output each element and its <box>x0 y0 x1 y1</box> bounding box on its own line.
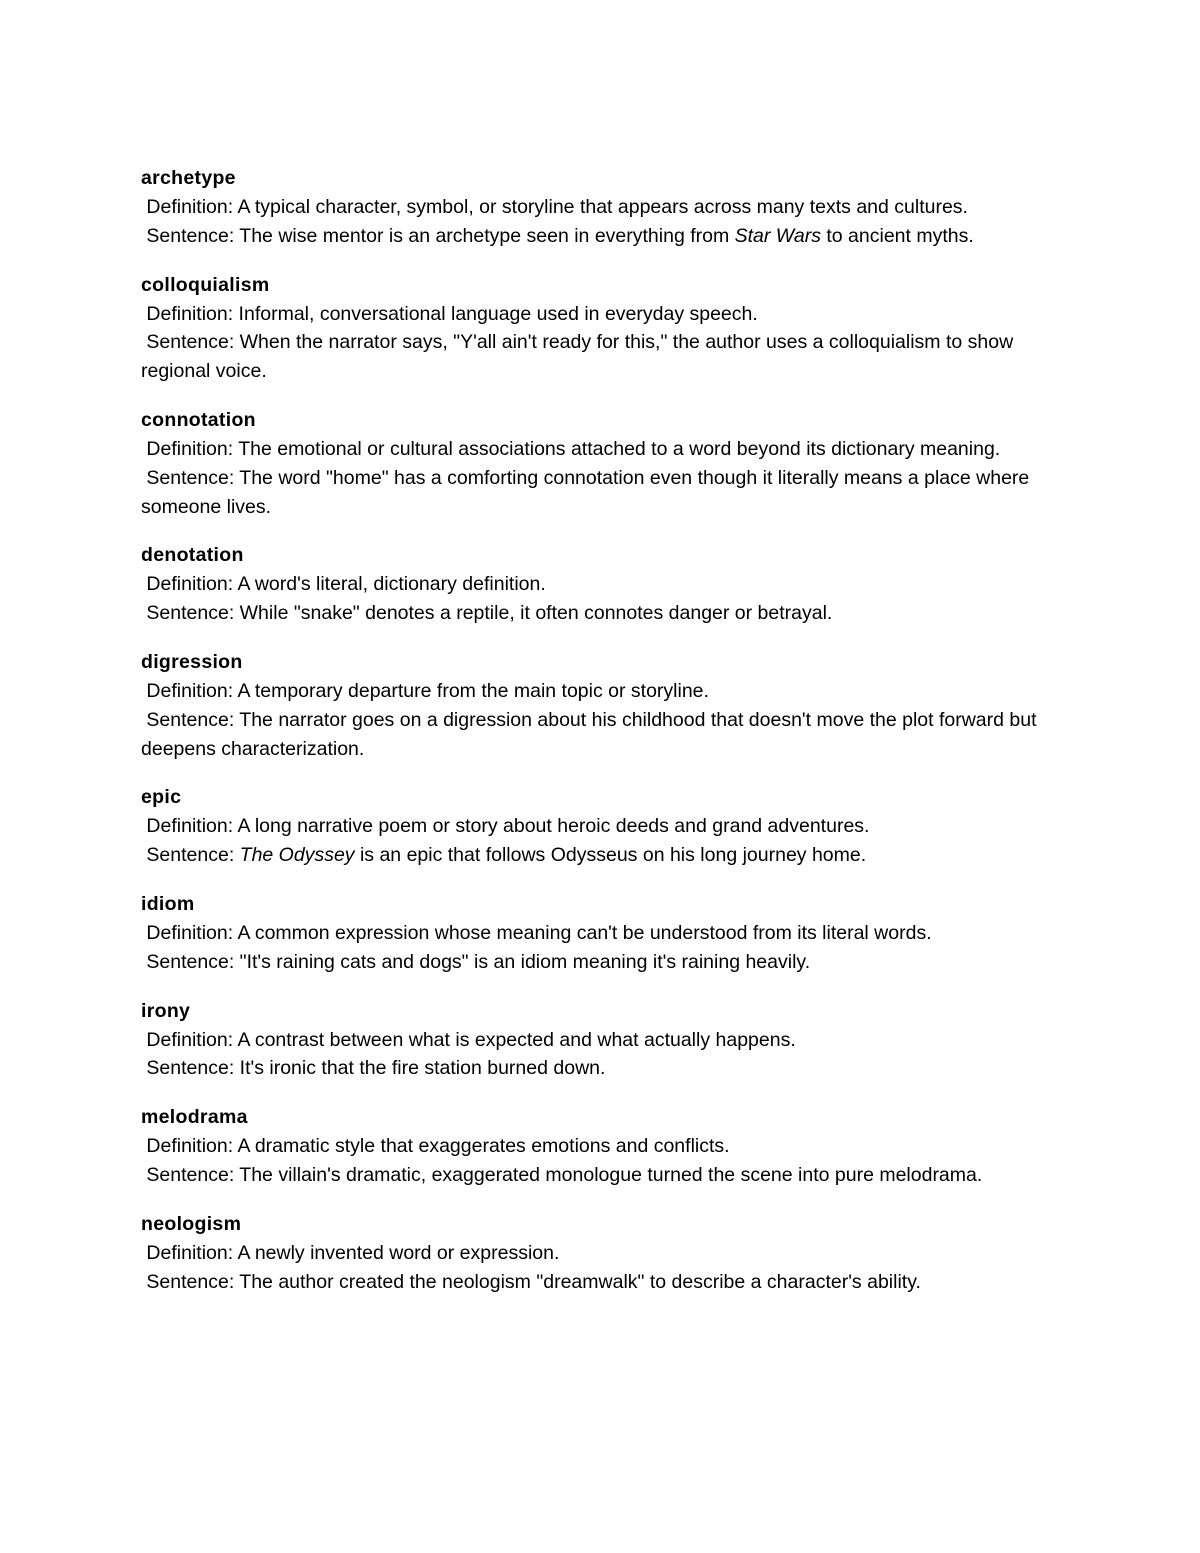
sentence-line <box>141 222 1066 251</box>
glossary-entry <box>141 997 1066 1084</box>
term-heading: colloquialism <box>141 273 270 296</box>
definition-line <box>141 1132 1066 1161</box>
sentence-line <box>141 1268 1066 1297</box>
definition-text: Definition: A contrast between what is expected and what actually happens. <box>141 1028 796 1051</box>
definition-text: Definition: The emotional or cultural associations attached to a word beyond its dictionary meaning. <box>141 437 1001 460</box>
definition-text: Definition: Informal, conversational language used in everyday speech. <box>141 302 758 325</box>
sentence-text: Sentence: The author created the neologism "dreamwalk" to describe a character's ability. <box>141 1270 921 1293</box>
sentence-line <box>141 706 1066 764</box>
sentence-text: is an epic that follows Odysseus on his long journey home. <box>354 844 867 867</box>
sentence-line <box>141 841 1066 870</box>
sentence-text: Sentence: <box>141 844 240 867</box>
sentence-text: Sentence: When the narrator says, "Y'all ain't ready for this," the author uses a colloquialism to show regional voice. <box>141 331 1019 383</box>
definition-line <box>141 300 1066 329</box>
sentence-text: Sentence: The wise mentor is an archetype seen in everything from <box>141 224 735 247</box>
definition-line <box>141 812 1066 841</box>
italic-title: Star Wars <box>734 224 821 247</box>
term-heading: neologism <box>141 1212 242 1235</box>
sentence-line <box>141 1054 1066 1083</box>
term-heading: digression <box>141 650 243 673</box>
sentence-text: Sentence: It's ironic that the fire station burned down. <box>141 1057 606 1080</box>
glossary-entry <box>141 783 1066 870</box>
definition-text: Definition: A temporary departure from the main topic or storyline. <box>141 679 709 702</box>
definition-line <box>141 193 1066 222</box>
definition-text: Definition: A newly invented word or expression. <box>141 1241 560 1264</box>
glossary-entry <box>141 1210 1066 1297</box>
definition-text: Definition: A typical character, symbol, or storyline that appears across many texts and cultures. <box>141 196 968 218</box>
sentence-text: Sentence: The villain's dramatic, exaggerated monologue turned the scene into pure melodrama. <box>141 1163 983 1186</box>
glossary-entry <box>141 648 1066 763</box>
sentence-text: Sentence: While "snake" denotes a reptile, it often connotes danger or betrayal. <box>141 602 833 625</box>
term-heading: denotation <box>141 544 244 567</box>
glossary-entry <box>141 541 1066 628</box>
sentence-text: Sentence: The word "home" has a comforting connotation even though it literally means a place where someone lives. <box>141 466 1035 518</box>
sentence-text: to ancient myths. <box>820 224 974 247</box>
sentence-text: Sentence: "It's raining cats and dogs" is an idiom meaning it's raining heavily. <box>141 950 811 973</box>
glossary-entry <box>141 271 1066 386</box>
definition-line <box>141 919 1066 948</box>
term-heading: irony <box>141 999 191 1022</box>
definition-text: Definition: A word's literal, dictionary definition. <box>141 573 546 596</box>
term-heading: epic <box>141 786 182 809</box>
sentence-line <box>141 1161 1066 1190</box>
definition-line <box>141 435 1066 464</box>
sentence-line <box>141 328 1066 386</box>
term-heading: melodrama <box>141 1106 248 1129</box>
term-heading: idiom <box>141 892 195 915</box>
document-page <box>141 164 1066 1316</box>
definition-line <box>141 1239 1066 1268</box>
term-heading: archetype <box>141 167 236 189</box>
italic-title: The Odyssey <box>239 844 355 867</box>
definition-text: Definition: A common expression whose meaning can't be understood from its literal words. <box>141 921 932 944</box>
definition-text: Definition: A long narrative poem or story about heroic deeds and grand adventures. <box>141 815 870 838</box>
sentence-text: Sentence: The narrator goes on a digression about his childhood that doesn't move the plot forward but deepens characterization. <box>141 708 1042 760</box>
glossary-entry <box>141 164 1066 251</box>
sentence-line <box>141 464 1066 522</box>
term-heading: connotation <box>141 408 256 431</box>
sentence-line <box>141 599 1066 628</box>
sentence-line <box>141 948 1066 977</box>
glossary-entry <box>141 406 1066 521</box>
glossary-entry <box>141 890 1066 977</box>
definition-line <box>141 570 1066 599</box>
glossary-entry <box>141 1103 1066 1190</box>
definition-line <box>141 677 1066 706</box>
definition-text: Definition: A dramatic style that exaggerates emotions and conflicts. <box>141 1135 730 1158</box>
definition-line <box>141 1026 1066 1055</box>
